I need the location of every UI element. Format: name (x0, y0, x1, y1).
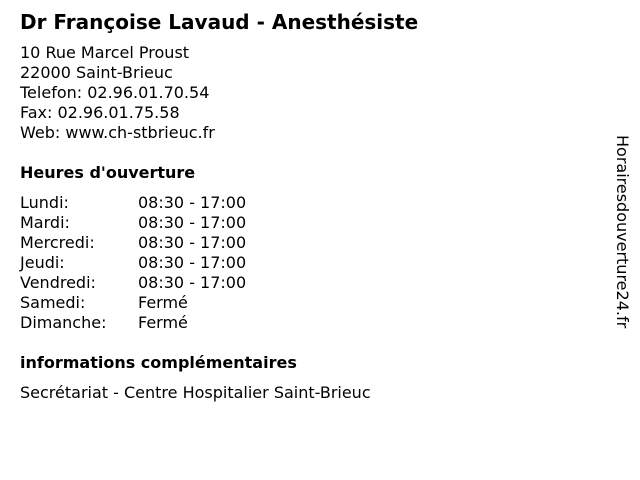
additional-info-text: Secrétariat - Centre Hospitalier Saint-Brieuc (20, 383, 371, 402)
day-label: Jeudi: (20, 253, 65, 272)
page-title: Dr Françoise Lavaud - Anesthésiste (20, 10, 419, 34)
hours-row-friday (20, 273, 246, 293)
additional-info-heading: informations complémentaires (20, 353, 297, 372)
day-label: Vendredi: (20, 273, 96, 292)
opening-hours-heading: Heures d'ouverture (20, 163, 196, 182)
city-address: 22000 Saint-Brieuc (20, 63, 173, 82)
day-label: Dimanche: (20, 313, 107, 332)
hours-row-wednesday (20, 233, 246, 253)
day-hours: Fermé (138, 313, 188, 332)
day-hours: 08:30 - 17:00 (138, 233, 247, 252)
hours-row-sunday (20, 313, 246, 333)
day-hours: 08:30 - 17:00 (138, 213, 247, 232)
phone-number: Telefon: 02.96.01.70.54 (20, 83, 210, 102)
day-hours: 08:30 - 17:00 (138, 273, 247, 292)
day-label: Mardi: (20, 213, 70, 232)
day-label: Lundi: (20, 193, 69, 212)
website: Web: www.ch-stbrieuc.fr (20, 123, 215, 142)
day-label: Samedi: (20, 293, 86, 312)
watermark-site-name: Horairesdouverture24.fr (613, 135, 632, 329)
fax-number: Fax: 02.96.01.75.58 (20, 103, 180, 122)
day-hours: 08:30 - 17:00 (138, 193, 247, 212)
street-address: 10 Rue Marcel Proust (20, 43, 190, 62)
day-label: Mercredi: (20, 233, 95, 252)
opening-hours-table (20, 193, 246, 333)
day-hours: 08:30 - 17:00 (138, 253, 247, 272)
hours-row-tuesday (20, 213, 246, 233)
hours-row-thursday (20, 253, 246, 273)
day-hours: Fermé (138, 293, 188, 312)
hours-row-saturday (20, 293, 246, 313)
address-block (20, 43, 215, 143)
hours-row-monday (20, 193, 246, 213)
